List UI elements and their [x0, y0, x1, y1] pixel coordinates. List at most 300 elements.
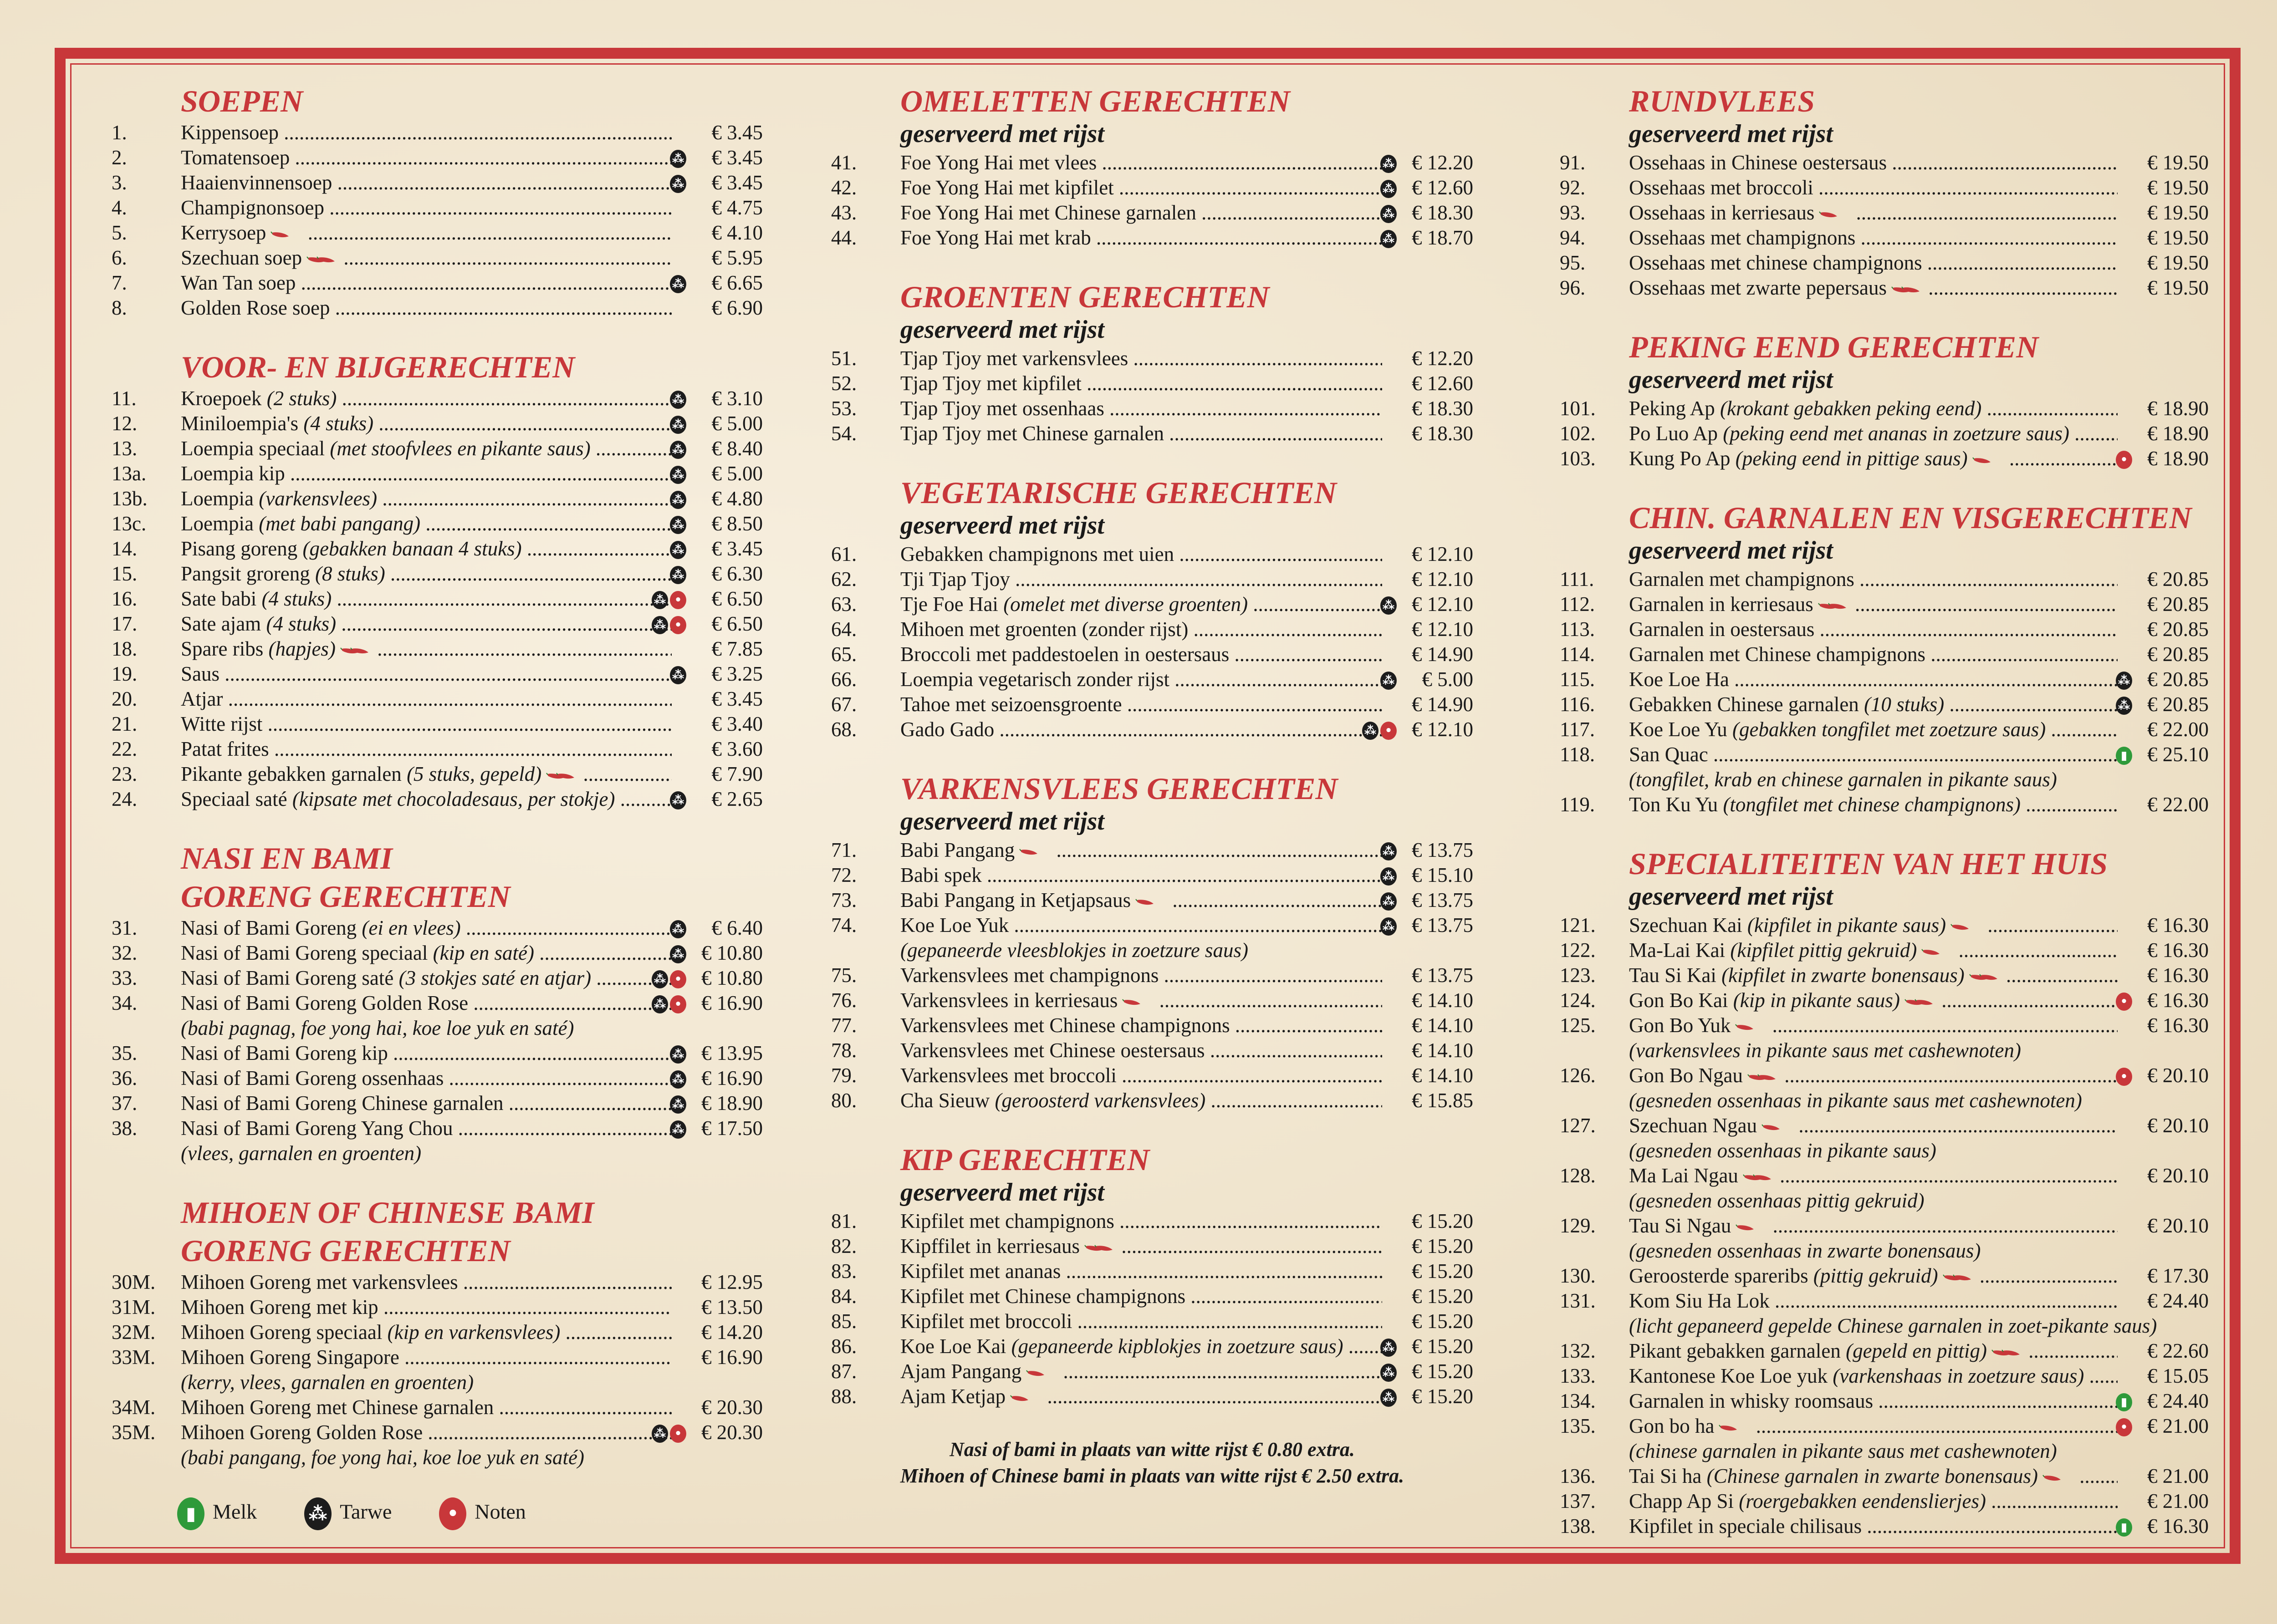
- item-number: 35.: [112, 1042, 138, 1064]
- menu-section: [112, 839, 763, 1166]
- chili-pepper-icon: [1991, 1348, 2023, 1358]
- item-note: (babi pagnag, foe yong hai, koe loe yuk en saté): [181, 1017, 574, 1039]
- item-name-line: [1629, 742, 2118, 767]
- wheat-icon: ⁂: [1380, 842, 1397, 860]
- wheat-icon: ⁂: [670, 1070, 686, 1089]
- chili-pepper-icon: [1972, 456, 2004, 466]
- menu-item: [112, 195, 763, 220]
- item-note: (gesneden ossenhaas pittig gekruid): [1629, 1189, 1925, 1212]
- menu-item: [831, 642, 1473, 667]
- item-name: Garnalen in oestersaus: [1629, 618, 1815, 641]
- item-description: (varkensvlees): [259, 487, 378, 510]
- item-name-line: [181, 486, 672, 511]
- wheat-icon: ⁂: [670, 1095, 686, 1114]
- item-number: 78.: [831, 1039, 857, 1062]
- wheat-icon: ⁂: [1380, 867, 1397, 886]
- wheat-icon: ⁂: [652, 591, 668, 609]
- menu-item: [1560, 1113, 2209, 1138]
- menu-item: [1560, 175, 2209, 200]
- item-note: (licht gepaneerd gepelde Chinese garnalen in zoet-pikante saus): [1629, 1314, 2157, 1337]
- item-number: 32M.: [112, 1321, 156, 1344]
- item-price: € 6.40: [711, 916, 763, 939]
- menu-item: [1560, 421, 2209, 446]
- menu-item: [112, 536, 763, 561]
- menu-item: [112, 245, 763, 270]
- item-name: Kroepoek: [181, 387, 262, 410]
- item-name-line: [1629, 1514, 2118, 1539]
- item-name-line: [900, 863, 1382, 888]
- item-description: (Chinese garnalen in zwarte bonensaus): [1706, 1465, 2038, 1487]
- item-price: € 14.90: [1412, 693, 1473, 716]
- item-price: € 19.50: [2147, 226, 2209, 249]
- item-number: 31.: [112, 916, 138, 939]
- menu-item: [831, 1259, 1473, 1284]
- item-price: € 16.30: [2147, 1515, 2209, 1537]
- item-name: Gon bo ha: [1629, 1415, 1715, 1437]
- menu-item: [831, 200, 1473, 225]
- item-price: € 3.25: [711, 662, 763, 685]
- menu-item: [831, 1063, 1473, 1088]
- item-price: € 4.75: [711, 196, 763, 219]
- item-price: € 15.20: [1412, 1210, 1473, 1232]
- menu-item: [1560, 1063, 2209, 1088]
- item-description: (4 stuks): [261, 587, 332, 610]
- item-number: 5.: [112, 221, 127, 244]
- item-name: Koe Loe Kai: [900, 1335, 1006, 1358]
- item-number: 44.: [831, 226, 857, 249]
- item-price: € 6.30: [711, 562, 763, 585]
- item-name: Ossehaas met broccoli: [1629, 176, 1813, 199]
- item-number: 53.: [831, 397, 857, 420]
- item-name-line: [900, 913, 1382, 938]
- item-price: € 3.40: [711, 713, 763, 735]
- item-name-line: [900, 667, 1382, 692]
- item-description: (met stoofvlees en pikante saus): [330, 437, 591, 460]
- item-price: € 14.10: [1412, 989, 1473, 1012]
- section-title: VEGETARISCHE GERECHTEN: [900, 475, 1337, 510]
- item-price: € 14.10: [1412, 1039, 1473, 1062]
- item-number: 34M.: [112, 1396, 156, 1419]
- item-name: Kipffilet in kerriesaus: [900, 1235, 1080, 1257]
- item-name-line: [181, 712, 672, 737]
- menu-section: [112, 1193, 763, 1470]
- item-name: Mihoen Goreng Singapore: [181, 1346, 399, 1369]
- item-number: 42.: [831, 176, 857, 199]
- item-name-line: [181, 461, 672, 486]
- wheat-icon: ⁂: [670, 1045, 686, 1064]
- menu-item: [112, 991, 763, 1016]
- item-name: Babi spek: [900, 864, 982, 886]
- item-price: € 21.00: [2147, 1465, 2209, 1487]
- item-number: 32.: [112, 942, 138, 964]
- item-description: (kip en saté): [433, 942, 535, 964]
- item-name-line: [181, 991, 672, 1016]
- wheat-icon: ⁂: [1380, 180, 1397, 198]
- item-description: (kipfilet pittig gekruid): [1730, 939, 1917, 962]
- item-name: Varkensvlees met champignons: [900, 964, 1159, 987]
- menu-item: [831, 371, 1473, 396]
- item-name-line: [1629, 275, 2118, 300]
- item-name: Gon Bo Kai: [1629, 989, 1728, 1012]
- item-number: 115.: [1560, 668, 1595, 691]
- legend-item-melk: [175, 1497, 257, 1530]
- menu-item: [112, 1420, 763, 1445]
- item-note: (gepaneerde vleesblokjes in zoetzure saus): [900, 939, 1248, 962]
- section-subtitle: geserveerd met rijst: [900, 1178, 1104, 1207]
- item-name: Szechuan soep: [181, 246, 302, 269]
- nut-icon: •: [670, 1425, 686, 1443]
- item-name-line: [900, 1234, 1382, 1259]
- section-subtitle: geserveerd met rijst: [1629, 366, 1833, 394]
- item-price: € 14.20: [701, 1321, 763, 1344]
- menu-item: [112, 561, 763, 586]
- nut-icon: •: [670, 591, 686, 609]
- item-price: € 16.30: [2147, 1014, 2209, 1037]
- item-number: 71.: [831, 839, 857, 861]
- section-title: GROENTEN GERECHTEN: [900, 280, 1270, 314]
- item-name: Garnalen met Chinese champignons: [1629, 643, 1926, 666]
- item-name: Ma-Lai Kai: [1629, 939, 1726, 962]
- menu-item: [1560, 1514, 2209, 1539]
- nut-icon: •: [439, 1497, 466, 1530]
- wheat-icon: ⁂: [670, 666, 686, 684]
- item-number: 96.: [1560, 276, 1586, 299]
- footer-line: Mihoen of Chinese bami in plaats van witte rijst € 2.50 extra.: [900, 1465, 1404, 1487]
- item-name: Gon Bo Ngau: [1629, 1064, 1743, 1087]
- item-price: € 18.30: [1412, 422, 1473, 445]
- wheat-icon: ⁂: [670, 175, 686, 193]
- item-price: € 13.75: [1412, 839, 1473, 861]
- item-description: (8 stuks): [315, 562, 385, 585]
- item-description: (3 stokjes saté en atjar): [398, 967, 592, 989]
- item-description: (met babi pangang): [259, 512, 421, 535]
- section-subtitle: geserveerd met rijst: [1629, 120, 1833, 148]
- menu-item: [831, 1384, 1473, 1409]
- menu-item: [112, 295, 763, 321]
- item-price: € 19.50: [2147, 201, 2209, 224]
- menu-item: [112, 436, 763, 461]
- item-name-line: [900, 692, 1382, 717]
- menu-item: [831, 988, 1473, 1013]
- item-price: € 14.10: [1412, 1064, 1473, 1087]
- wheat-icon: ⁂: [652, 1425, 668, 1443]
- item-name: Mihoen Goreng speciaal: [181, 1321, 383, 1344]
- item-price: € 18.30: [1412, 397, 1473, 420]
- item-name: Nasi of Bami Goreng: [181, 916, 357, 939]
- item-name-line: [900, 617, 1382, 642]
- menu-item: [112, 787, 763, 812]
- item-name: Varkensvlees met broccoli: [900, 1064, 1117, 1087]
- item-name-line: [1629, 938, 2118, 963]
- chili-pepper-icon: [1921, 947, 1953, 957]
- wheat-icon: ⁂: [670, 391, 686, 409]
- chili-pepper-icon: [1019, 847, 1051, 857]
- menu-item: [831, 1309, 1473, 1334]
- item-number: 77.: [831, 1014, 857, 1037]
- item-name: Ton Ku Yu: [1629, 793, 1718, 816]
- item-name-line: [1629, 1389, 2118, 1414]
- item-price: € 20.30: [701, 1396, 763, 1419]
- wheat-icon: ⁂: [1380, 917, 1397, 936]
- item-price: € 4.80: [711, 487, 763, 510]
- menu-item: [831, 346, 1473, 371]
- item-price: € 19.50: [2147, 176, 2209, 199]
- allergen-badges: [2114, 1418, 2132, 1443]
- wheat-icon: ⁂: [1380, 892, 1397, 911]
- item-price: € 24.40: [2147, 1390, 2209, 1412]
- item-price: € 15.05: [2147, 1364, 2209, 1387]
- wheat-icon: ⁂: [1380, 205, 1397, 223]
- item-name-line: [181, 1066, 672, 1091]
- nut-icon: •: [670, 995, 686, 1013]
- item-name-line: [1629, 1288, 2118, 1313]
- menu-item: [831, 1088, 1473, 1113]
- menu-item: [112, 662, 763, 687]
- item-name-line: [1629, 200, 2118, 225]
- item-number: 21.: [112, 713, 138, 735]
- section-title: NASI EN BAMI: [181, 841, 393, 876]
- item-name-line: [1629, 1464, 2118, 1489]
- item-price: € 12.20: [1412, 151, 1473, 174]
- item-name: Loempia: [181, 512, 254, 535]
- item-name-line: [900, 542, 1382, 567]
- menu-item: [112, 941, 763, 966]
- item-name: Tjap Tjoy met Chinese garnalen: [900, 422, 1164, 445]
- item-number: 116.: [1560, 693, 1595, 716]
- item-name: Po Luo Ap: [1629, 422, 1718, 445]
- section-title: OMELETTEN GERECHTEN: [900, 84, 1290, 118]
- allergen-badges: [650, 1425, 686, 1450]
- section-subtitle: geserveerd met rijst: [1629, 882, 1833, 911]
- menu-item: [112, 170, 763, 195]
- item-name: Kom Siu Ha Lok: [1629, 1289, 1770, 1312]
- item-price: € 5.00: [1422, 668, 1473, 691]
- item-name: Wan Tan soep: [181, 271, 296, 294]
- item-name-line: [181, 586, 672, 611]
- item-number: 14.: [112, 537, 138, 560]
- item-number: 54.: [831, 422, 857, 445]
- menu-item: [1560, 250, 2209, 275]
- allergen-badges: [2114, 1518, 2132, 1543]
- item-price: € 19.50: [2147, 151, 2209, 174]
- menu-item: [112, 916, 763, 941]
- item-price: € 3.45: [711, 537, 763, 560]
- item-description: (4 stuks): [266, 612, 337, 635]
- item-name-line: [181, 536, 672, 561]
- section-subtitle: geserveerd met rijst: [900, 807, 1104, 835]
- item-name-line: [900, 346, 1382, 371]
- item-number: 33M.: [112, 1346, 156, 1369]
- item-name: Tjap Tjoy met varkensvlees: [900, 347, 1128, 370]
- item-name: Kipfilet in speciale chilisaus: [1629, 1515, 1862, 1537]
- item-name: Foe Yong Hai met vlees: [900, 151, 1097, 174]
- item-name-line: [1629, 1414, 2118, 1439]
- menu-item: [112, 1295, 763, 1320]
- item-number: 119.: [1560, 793, 1595, 816]
- milk-icon: ▮: [2116, 747, 2132, 765]
- chili-pepper-icon: [2042, 1473, 2074, 1483]
- item-name-line: [900, 1334, 1382, 1359]
- section-subtitle: geserveerd met rijst: [900, 511, 1104, 540]
- item-description: (kipsate met chocoladesaus, per stokje): [292, 788, 615, 810]
- item-name-line: [900, 421, 1382, 446]
- nut-icon: •: [2116, 451, 2132, 469]
- item-number: 124.: [1560, 989, 1596, 1012]
- item-number: 132.: [1560, 1339, 1596, 1362]
- item-name: Kipfilet met ananas: [900, 1260, 1061, 1283]
- menu-section: [1560, 499, 2209, 817]
- item-price: € 18.70: [1412, 226, 1473, 249]
- item-price: € 18.90: [2147, 397, 2209, 420]
- item-name-line: [1629, 963, 2118, 988]
- section-title: SOEPEN: [181, 84, 303, 118]
- item-name-line: [181, 762, 672, 787]
- menu-item: [1560, 567, 2209, 592]
- item-description: (roergebakken eendenslierjes): [1739, 1490, 1986, 1512]
- item-price: € 12.10: [1412, 543, 1473, 565]
- menu-item: [1560, 1389, 2209, 1414]
- item-price: € 3.45: [711, 146, 763, 169]
- item-name: San Quac: [1629, 743, 1708, 766]
- menu-item: [831, 421, 1473, 446]
- item-price: € 3.45: [711, 121, 763, 144]
- item-price: € 16.90: [701, 1067, 763, 1089]
- item-price: € 15.85: [1412, 1089, 1473, 1112]
- menu-section: [112, 82, 763, 321]
- item-name-line: [1629, 1013, 2118, 1038]
- wheat-icon: ⁂: [1380, 1389, 1397, 1407]
- item-name-line: [900, 1359, 1382, 1384]
- item-name: Sate babi: [181, 587, 257, 610]
- item-note: (vlees, garnalen en groenten): [181, 1142, 422, 1165]
- menu-item: [1560, 150, 2209, 175]
- item-name-line: [181, 195, 672, 220]
- item-number: 121.: [1560, 914, 1596, 937]
- wheat-icon: ⁂: [670, 466, 686, 484]
- item-description: (gepeld en pittig): [1846, 1339, 1987, 1362]
- item-name-line: [1629, 150, 2118, 175]
- item-price: € 13.75: [1412, 889, 1473, 911]
- item-number: 101.: [1560, 397, 1596, 420]
- item-number: 125.: [1560, 1014, 1596, 1037]
- item-name-line: [181, 636, 672, 662]
- item-description: (peking eend met ananas in zoetzure saus): [1723, 422, 2069, 445]
- menu-item: [1560, 692, 2209, 717]
- item-price: € 17.50: [701, 1117, 763, 1140]
- item-number: 52.: [831, 372, 857, 395]
- item-number: 6.: [112, 246, 127, 269]
- item-name: Tji Tjap Tjoy: [900, 568, 1010, 591]
- menu-section: [831, 473, 1473, 742]
- item-name: Nasi of Bami Goreng ossenhaas: [181, 1067, 444, 1089]
- item-number: 86.: [831, 1335, 857, 1358]
- item-description: (hapjes): [268, 637, 336, 660]
- item-price: € 19.50: [2147, 251, 2209, 274]
- item-number: 75.: [831, 964, 857, 987]
- item-name-line: [181, 687, 672, 712]
- item-name: Tomatensoep: [181, 146, 290, 169]
- item-name-line: [1629, 396, 2118, 421]
- item-number: 84.: [831, 1285, 857, 1308]
- item-price: € 22.00: [2147, 718, 2209, 741]
- item-number: 22.: [112, 738, 138, 760]
- wheat-icon: ⁂: [1380, 155, 1397, 173]
- menu-item: [831, 1013, 1473, 1038]
- item-name: Foe Yong Hai met Chinese garnalen: [900, 201, 1196, 224]
- item-name-line: [1629, 567, 2118, 592]
- item-name: Gado Gado: [900, 718, 995, 741]
- item-name: Babi Pangang: [900, 839, 1015, 861]
- chili-pepper-icon: [1084, 1243, 1116, 1253]
- wheat-icon: ⁂: [1362, 722, 1378, 740]
- item-number: 102.: [1560, 422, 1596, 445]
- item-price: € 12.60: [1412, 372, 1473, 395]
- item-name: Mihoen Goreng Golden Rose: [181, 1421, 423, 1444]
- item-price: € 12.95: [701, 1271, 763, 1293]
- item-note: (babi pangang, foe yong hai, koe loe yuk en saté): [181, 1446, 585, 1469]
- item-name: Szechuan Kai: [1629, 914, 1742, 937]
- nut-icon: •: [670, 616, 686, 634]
- menu-item: [831, 963, 1473, 988]
- chili-pepper-icon: [1969, 972, 2001, 983]
- menu-item: [831, 838, 1473, 863]
- menu-item: [112, 486, 763, 511]
- allergen-legend: [112, 1497, 763, 1530]
- menu-item: [1560, 1288, 2209, 1313]
- item-price: € 15.20: [1412, 1260, 1473, 1283]
- item-description: (5 stuks, gepeld): [407, 763, 542, 785]
- item-name: Kantonese Koe Loe yuk: [1629, 1364, 1828, 1387]
- wheat-icon: ⁂: [1380, 1364, 1397, 1382]
- item-name-line: [181, 611, 672, 636]
- item-name: Mihoen met groenten (zonder rijst): [900, 618, 1189, 641]
- menu-item: [112, 386, 763, 411]
- menu-item: [1560, 988, 2209, 1013]
- chili-pepper-icon: [1819, 210, 1851, 220]
- item-name-line: [181, 1345, 672, 1370]
- item-number: 31M.: [112, 1296, 156, 1319]
- item-name: Atjar: [181, 687, 223, 710]
- item-number: 122.: [1560, 939, 1596, 962]
- wheat-icon: ⁂: [670, 566, 686, 584]
- menu-item: [831, 225, 1473, 250]
- chili-pepper-icon: [1904, 998, 1936, 1008]
- section-subtitle: geserveerd met rijst: [900, 120, 1104, 148]
- menu-item: [112, 1345, 763, 1370]
- item-price: € 3.60: [711, 738, 763, 760]
- item-price: € 16.30: [2147, 989, 2209, 1012]
- menu-item: [112, 1395, 763, 1420]
- item-name-line: [181, 1091, 672, 1116]
- item-number: 24.: [112, 788, 138, 810]
- item-name-line: [1629, 175, 2118, 200]
- item-name: Foe Yong Hai met kipfilet: [900, 176, 1114, 199]
- legend-label: Tarwe: [340, 1500, 392, 1523]
- item-price: € 13.95: [701, 1042, 763, 1064]
- item-name-line: [900, 838, 1382, 863]
- menu-item: [112, 1116, 763, 1141]
- item-price: € 6.65: [711, 271, 763, 294]
- item-price: € 20.85: [2147, 618, 2209, 641]
- item-name-line: [181, 245, 672, 270]
- menu-item: [831, 396, 1473, 421]
- item-number: 19.: [112, 662, 138, 685]
- nut-icon: •: [1380, 722, 1397, 740]
- item-price: € 13.50: [701, 1296, 763, 1319]
- item-name-line: [181, 561, 672, 586]
- item-description: (4 stuks): [303, 412, 374, 435]
- item-name: Loempia vegetarisch zonder rijst: [900, 668, 1170, 691]
